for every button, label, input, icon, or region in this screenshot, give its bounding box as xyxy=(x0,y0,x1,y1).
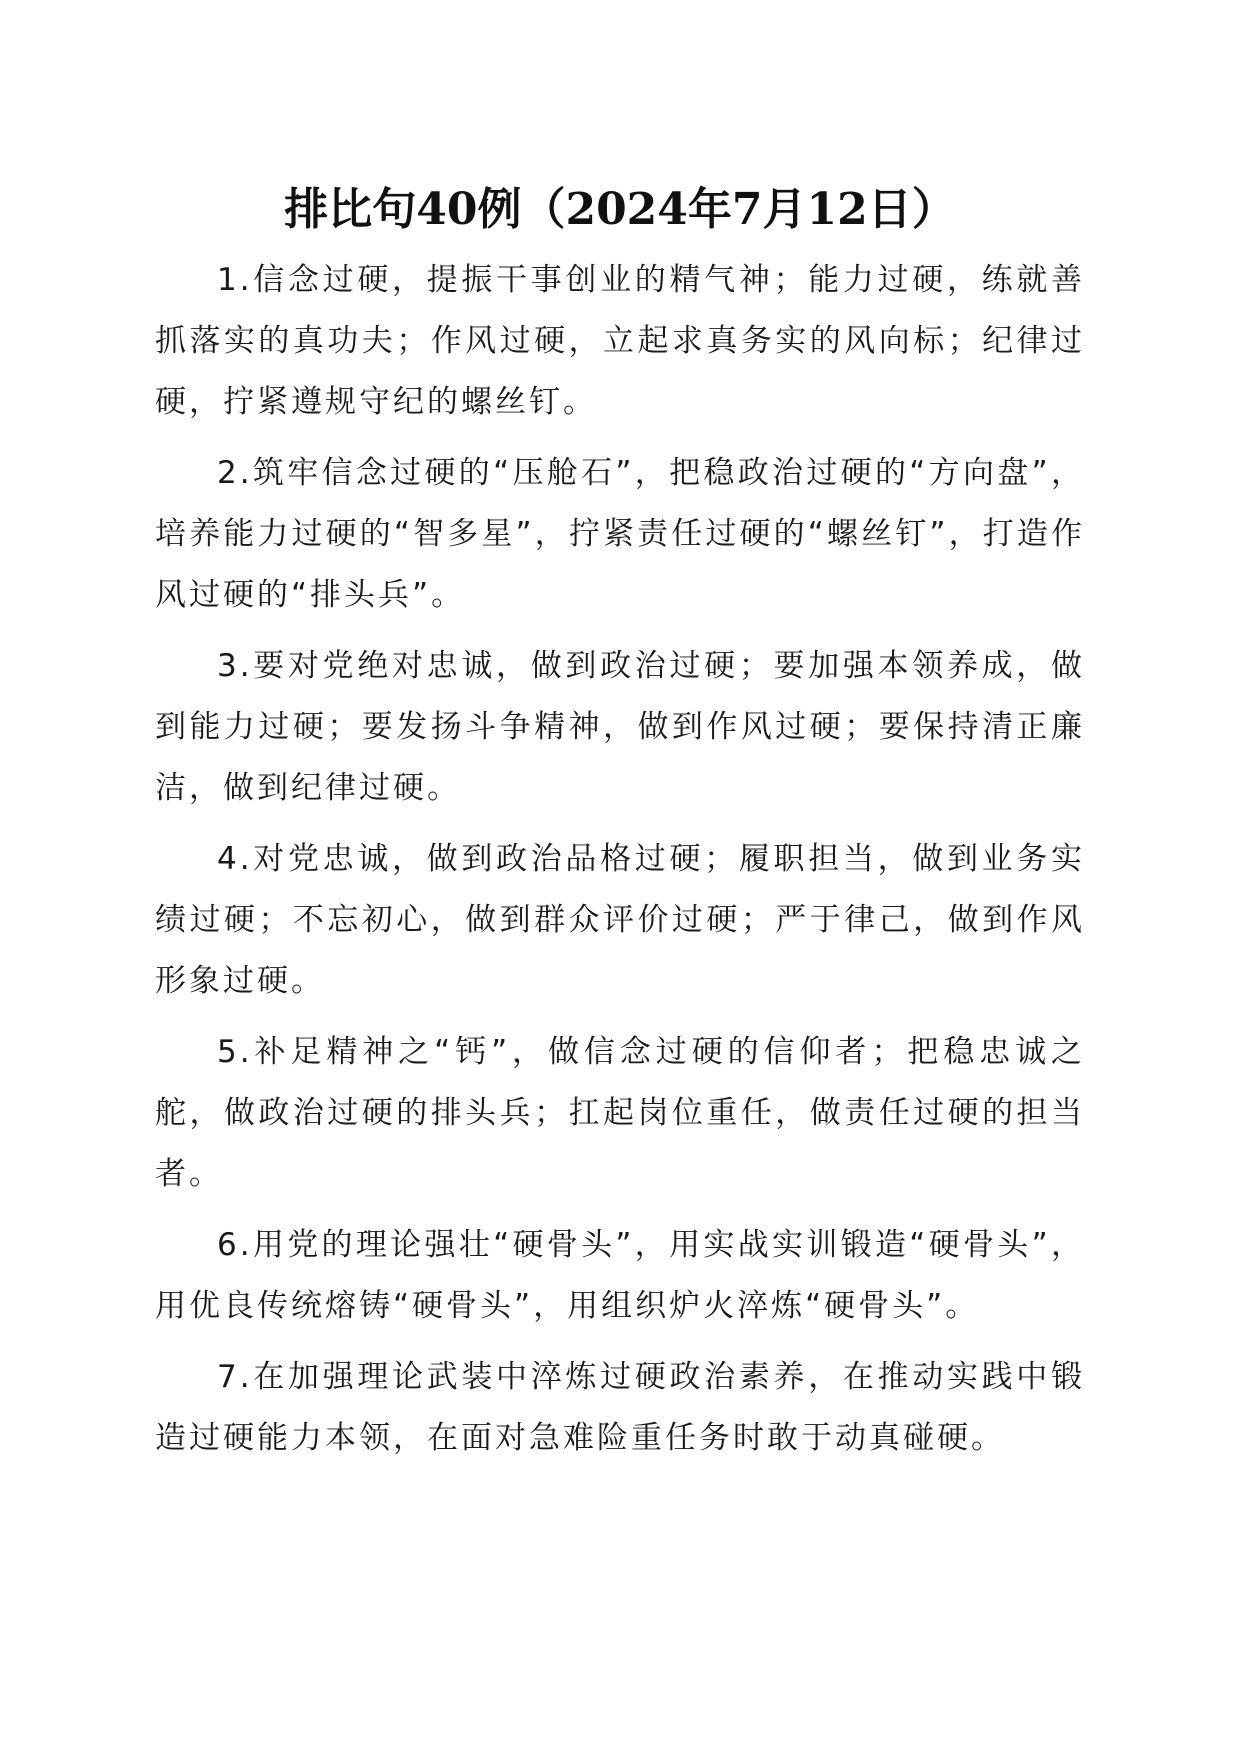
paragraph-3: 3.要对党绝对忠诚，做到政治过硬；要加强本领养成，做到能力过硬；要发扬斗争精神，做到作风过硬；要保持清正廉洁，做到纪律过硬。 xyxy=(155,648,1085,806)
document-title: 排比句40例（2024年7月12日） xyxy=(284,184,956,235)
document-body xyxy=(155,250,1085,1479)
paragraph-1: 1.信念过硬，提振干事创业的精气神；能力过硬，练就善抓落实的真功夫；作风过硬，立起求真务实的风向标；纪律过硬，拧紧遵规守纪的螺丝钉。 xyxy=(155,262,1085,420)
paragraph-4: 4.对党忠诚，做到政治品格过硬；履职担当，做到业务实绩过硬；不忘初心，做到群众评价过硬；严于律己，做到作风形象过硬。 xyxy=(155,841,1085,999)
paragraph-7: 7.在加强理论武装中淬炼过硬政治素养，在推动实践中锻造过硬能力本领，在面对急难险重任务时敢于动真碰硬。 xyxy=(155,1359,1085,1456)
paragraph-6: 6.用党的理论强壮“硬骨头”，用实战实训锻造“硬骨头”，用优良传统熔铸“硬骨头”，用组织炉火淬炼“硬骨头”。 xyxy=(155,1227,1085,1324)
paragraph-2: 2.筑牢信念过硬的“压舱石”，把稳政治过硬的“方向盘”，培养能力过硬的“智多星”，拧紧责任过硬的“螺丝钉”，打造作风过硬的“排头兵”。 xyxy=(155,455,1085,613)
paragraph-5: 5.补足精神之“钙”，做信念过硬的信仰者；把稳忠诚之舵，做政治过硬的排头兵；扛起岗位重任，做责任过硬的担当者。 xyxy=(155,1034,1085,1192)
